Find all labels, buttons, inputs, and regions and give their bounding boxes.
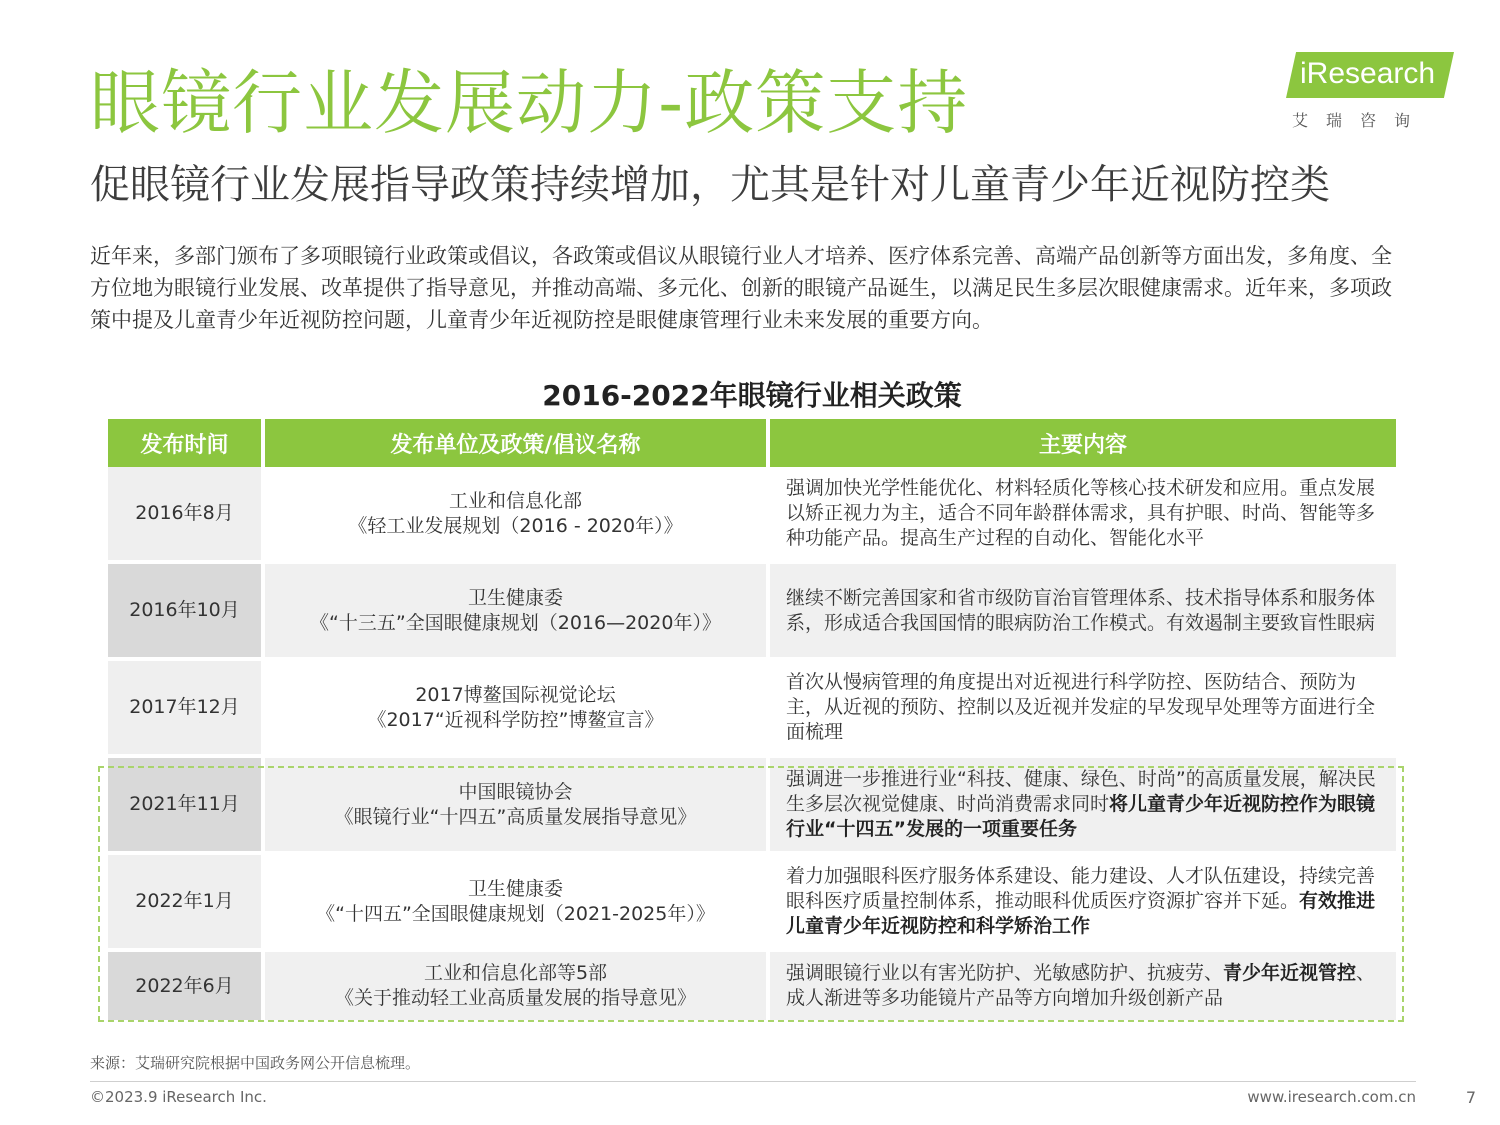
table-row (108, 950, 1396, 1022)
row-content-highlight: 有效推进儿童青少年近视防控和科学矫治工作 (786, 890, 1376, 937)
row-content (768, 659, 1396, 756)
row-policy-name: 《眼镜行业“十四五”高质量发展指导意见》 (334, 805, 697, 828)
row-content (768, 950, 1396, 1022)
row-content-text: 继续不断完善国家和省市级防盲治盲管理体系、技术指导体系和服务体系，形成适合我国国情的眼病防治工作模式。有效遏制主要致盲性眼病 (786, 586, 1376, 634)
page-subtitle: 促眼镜行业发展指导政策持续增加，尤其是针对儿童青少年近视防控类 (90, 162, 1330, 208)
row-content-text: 强调加快光学性能优化、材料轻质化等核心技术研发和应用。重点发展以矫正视力为主，适合不同年龄群体需求，具有护眼、时尚、智能等多种功能产品。提高生产过程的自动化、智能化水平 (786, 477, 1376, 549)
header-date: 发布时间 (108, 419, 263, 467)
row-content-highlight: 将儿童青少年近视防控作为眼镜行业“十四五”发展的一项重要任务 (786, 793, 1376, 840)
row-policy (263, 562, 768, 659)
iresearch-logo (1286, 48, 1456, 133)
row-content (768, 853, 1396, 950)
row-content-text: 首次从慢病管理的角度提出对近视进行科学防控、医防结合、预防为主，从近视的预防、控制以及近视并发症的早发现早处理等方面进行全面梳理 (786, 671, 1376, 743)
intro-paragraph: 近年来，多部门颁布了多项眼镜行业政策或倡议，各政策或倡议从眼镜行业人才培养、医疗体系完善、高端产品创新等方面出发，多角度、全方位地为眼镜行业发展、改革提供了指导意见，并推动高端、多元化、创新的眼镜产品诞生，以满足民生多层次眼健康需求。近年来，多项政策中提及儿童青少年近视防控问题，儿童青少年近视防控是眼健康管理行业未来发展的重要方向。 (90, 244, 1392, 332)
row-policy-name: 《2017“近视科学防控”博鳌宣言》 (367, 708, 664, 731)
row-content-text: 强调眼镜行业以有害光防护、光敏感防护、抗疲劳、 (786, 962, 1224, 984)
row-content (768, 756, 1396, 853)
row-date: 2017年12月 (108, 659, 263, 756)
row-policy (263, 853, 768, 950)
row-content-tail: 、成人渐进等多功能镜片产品等方向增加升级创新产品 (786, 962, 1376, 1009)
row-content (768, 562, 1396, 659)
row-date: 2022年1月 (108, 853, 263, 950)
page-number: 7 (1465, 1088, 1476, 1107)
row-org: 中国眼镜协会 (458, 780, 573, 803)
logo-subtext: 艾瑞咨询 (1292, 111, 1429, 130)
row-policy (263, 950, 768, 1022)
row-org: 卫生健康委 (467, 586, 563, 609)
row-policy (263, 467, 768, 562)
row-policy-name: 《“十四五”全国眼健康规划（2021-2025年）》 (316, 902, 715, 925)
table-row (108, 853, 1396, 950)
table-row (108, 756, 1396, 853)
source-note: 来源：艾瑞研究院根据中国政务网公开信息梳理。 (90, 1054, 421, 1072)
row-org: 卫生健康委 (467, 877, 563, 900)
footer-divider (90, 1081, 1416, 1082)
policy-table (108, 419, 1396, 1024)
row-org: 工业和信息化部 (448, 489, 582, 512)
copyright: ©2023.9 iResearch Inc. (90, 1088, 267, 1106)
table-title: 2016-2022年眼镜行业相关政策 (542, 379, 962, 412)
logo-text: iResearch (1300, 57, 1436, 90)
table-row (108, 562, 1396, 659)
row-policy (263, 756, 768, 853)
row-content-text: 着力加强眼科医疗服务体系建设、能力建设、人才队伍建设，持续完善眼科医疗质量控制体系，推动眼科优质医疗资源扩容并下延。 (786, 865, 1376, 912)
row-date: 2016年8月 (108, 467, 263, 562)
row-policy-name: 《关于推动轻工业高质量发展的指导意见》 (334, 987, 696, 1009)
table-header-row (108, 419, 1396, 467)
header-content: 主要内容 (768, 419, 1396, 467)
row-policy-name: 《“十三五”全国眼健康规划（2016—2020年）》 (310, 611, 721, 634)
table-row (108, 467, 1396, 562)
row-date: 2022年6月 (108, 950, 263, 1022)
website-link[interactable]: www.iresearch.com.cn (1247, 1088, 1416, 1106)
row-policy (263, 659, 768, 756)
row-date: 2016年10月 (108, 562, 263, 659)
header-policy: 发布单位及政策/倡议名称 (263, 419, 768, 467)
table-row (108, 659, 1396, 756)
row-date: 2021年11月 (108, 756, 263, 853)
row-org: 工业和信息化部等5部 (423, 962, 608, 984)
row-policy-name: 《轻工业发展规划（2016 - 2020年）》 (348, 514, 683, 537)
page-title: 眼镜行业发展动力-政策支持 (90, 62, 969, 144)
row-org: 2017博鳌国际视觉论坛 (415, 683, 616, 706)
row-content-highlight: 青少年近视管控 (1223, 962, 1357, 984)
row-content (768, 467, 1396, 562)
row-content-text: 强调进一步推进行业“科技、健康、绿色、时尚”的高质量发展，解决民生多层次视觉健康、时尚消费需求同时 (786, 768, 1376, 815)
